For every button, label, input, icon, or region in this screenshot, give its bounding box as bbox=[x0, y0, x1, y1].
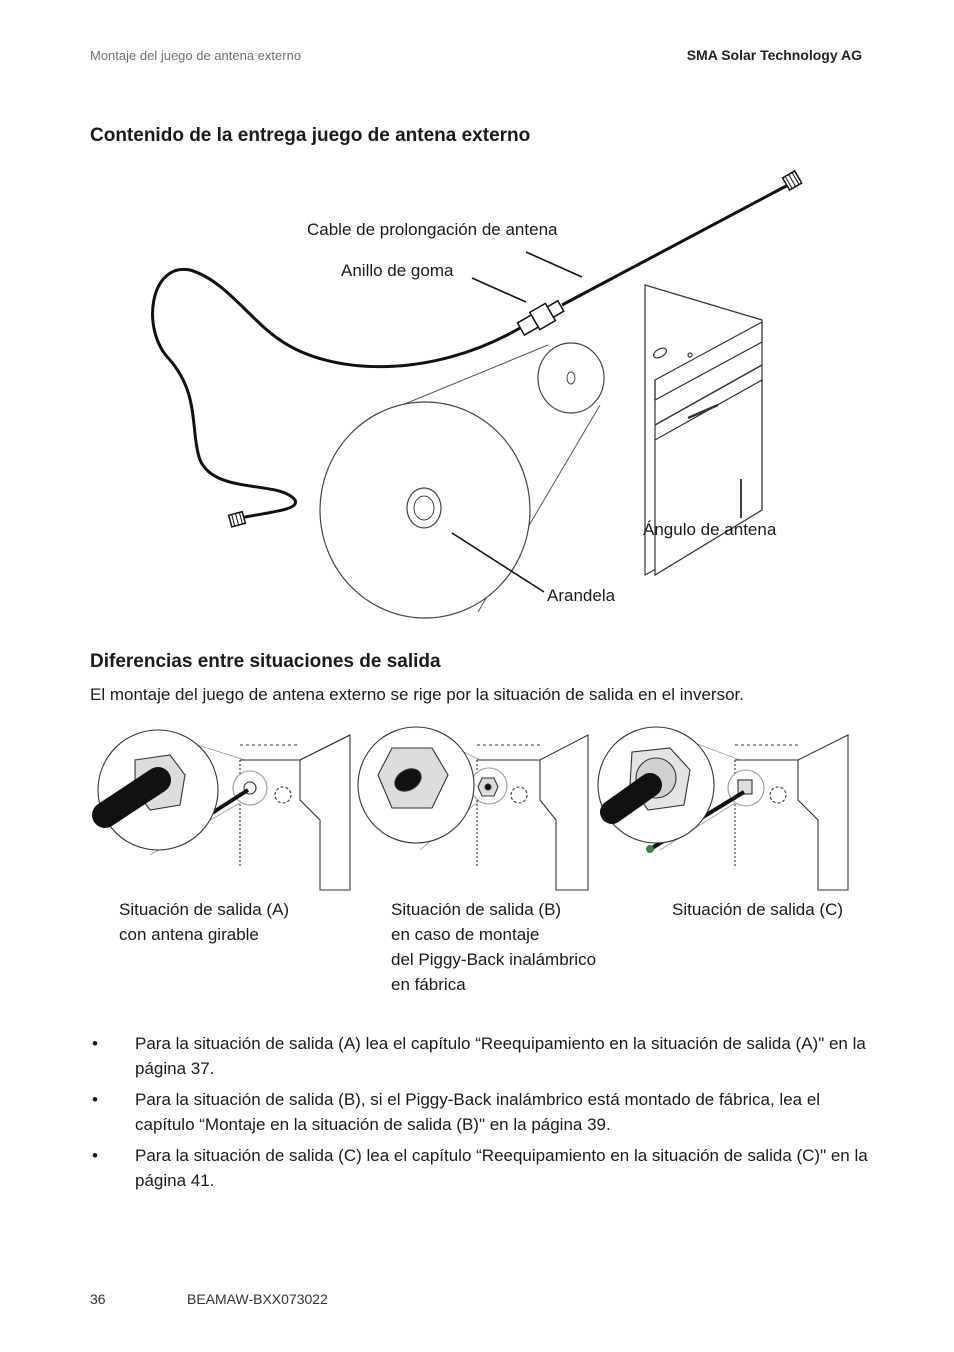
running-header-company: SMA Solar Technology AG bbox=[686, 47, 862, 63]
label-washer: Arandela bbox=[547, 586, 616, 605]
list-item-text: Para la situación de salida (C) lea el capítulo “Reequipamiento en la situación de salida (C)" en la página 41. bbox=[135, 1146, 868, 1190]
caption-situation-a bbox=[119, 897, 289, 947]
caption-b-line-3: del Piggy-Back inalámbrico bbox=[391, 950, 597, 969]
caption-c-line-1: Situación de salida (C) bbox=[672, 900, 844, 919]
caption-a-line-2: con antena girable bbox=[119, 925, 259, 944]
section-title-situations: Diferencias entre situaciones de salida bbox=[90, 651, 441, 672]
label-antenna-extension-cable: Cable de prolongación de antena bbox=[307, 220, 558, 239]
section-intro-text: El montaje del juego de antena externo se rige por la situación de salida en el inversor. bbox=[90, 685, 744, 704]
list-item-text: Para la situación de salida (A) lea el capítulo “Reequipamiento en la situación de salida (A)" en la página 37. bbox=[135, 1034, 866, 1078]
list-item bbox=[90, 1031, 870, 1081]
label-antenna-angle: Ángulo de antena bbox=[643, 520, 777, 539]
page-number: 36 bbox=[90, 1291, 106, 1307]
list-item bbox=[90, 1087, 870, 1137]
caption-situation-b bbox=[391, 897, 596, 997]
running-header-title: Montaje del juego de antena externo bbox=[90, 48, 302, 63]
document-code: BEAMAW-BXX073022 bbox=[187, 1291, 328, 1307]
situation-a-drawing bbox=[98, 730, 350, 890]
situation-b-drawing bbox=[358, 727, 588, 890]
cable-end-connector-bottom bbox=[229, 512, 246, 527]
bullet-icon: • bbox=[92, 1090, 98, 1109]
situation-reference-list bbox=[90, 1031, 870, 1199]
caption-situation-c bbox=[672, 897, 843, 922]
caption-b-line-4: en fábrica bbox=[391, 975, 466, 994]
delivery-contents-illustration bbox=[0, 0, 954, 640]
washer-drawing bbox=[320, 343, 604, 618]
situation-c-drawing bbox=[598, 727, 848, 890]
rubber-ring-connector bbox=[516, 297, 566, 337]
section-title-delivery: Contenido de la entrega juego de antena externo bbox=[90, 125, 531, 146]
list-item bbox=[90, 1143, 870, 1193]
label-rubber-ring: Anillo de goma bbox=[341, 261, 454, 280]
caption-b-line-2: en caso de montaje bbox=[391, 925, 540, 944]
bullet-icon: • bbox=[92, 1146, 98, 1165]
list-item-text: Para la situación de salida (B), si el Piggy-Back inalámbrico está montado de fábrica, lea el capítulo “Montaje en la situación de salida (B)" en la página 39. bbox=[135, 1090, 821, 1134]
caption-b-line-1: Situación de salida (B) bbox=[391, 900, 562, 919]
caption-a-line-1: Situación de salida (A) bbox=[119, 900, 290, 919]
bullet-icon: • bbox=[92, 1034, 98, 1053]
